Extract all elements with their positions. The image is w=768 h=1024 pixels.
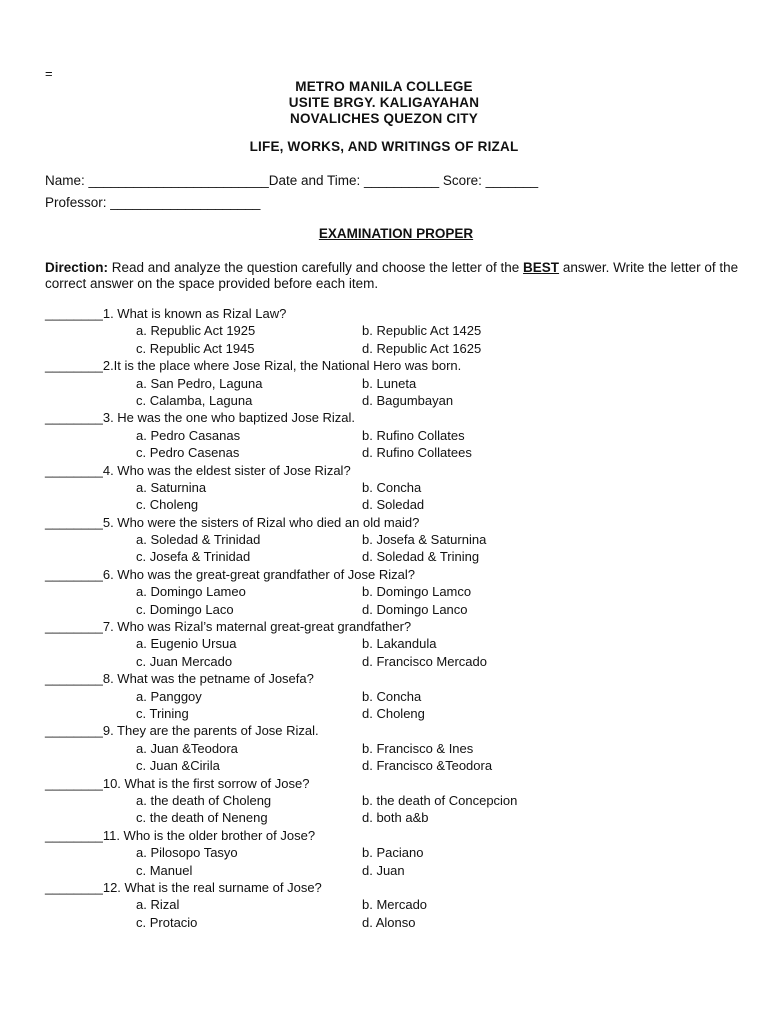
choice-b: b. Josefa & Saturnina [362,532,487,548]
choice-row [45,845,745,862]
choice-row [45,758,745,775]
choice-a: a. Saturnina [136,479,207,495]
question-text: ________4. Who was the eldest sister of Jose Rizal? [45,462,351,478]
choice-d: d. Francisco &Teodora [362,758,493,774]
choice-a: a. Domingo Lameo [136,584,246,600]
choice-row [45,497,745,514]
choice-c: c. Domingo Laco [136,601,234,617]
choice-row [45,897,745,914]
choice-c: c. Choleng [136,497,199,513]
choice-c: c. Juan &Cirila [136,758,220,774]
section-title: EXAMINATION PROPER [318,226,474,241]
direction-best: BEST [523,260,560,275]
choice-a: a. the death of Choleng [136,792,272,808]
question-text: ________10. What is the first sorrow of Jose? [45,775,310,791]
choice-d: d. Republic Act 1625 [362,340,482,356]
choice-row [45,810,745,827]
question-item [45,306,745,358]
choice-d: d. Rufino Collatees [362,445,472,461]
question-text: ________2.It is the place where Jose Rizal, the National Hero was born. [45,358,462,374]
choice-a: a. Pilosopo Tasyo [136,845,238,861]
choice-c: c. the death of Neneng [136,810,268,826]
question-item [45,880,745,932]
choice-a: a. Soledad & Trinidad [136,532,261,548]
choice-row [45,428,745,445]
question-text: ________6. Who was the great-great grandfather of Jose Rizal? [45,566,416,582]
question-item [45,463,745,515]
question-list [45,306,745,932]
question-item [45,515,745,567]
course-title: LIFE, WORKS, AND WRITINGS OF RIZAL [249,139,519,154]
choice-c: c. Protacio [136,914,198,930]
direction-text-after: answer. Write the letter of the correct answer on the space provided before each item. [45,260,739,291]
question-item [45,410,745,462]
choice-a: a. Panggoy [136,688,202,704]
question-item [45,776,745,828]
choice-b: b. the death of Concepcion [362,792,518,808]
choice-b: b. Concha [362,688,422,704]
college-address-line: USITE BRGY. KALIGAYAHAN [288,95,480,110]
choice-row [45,341,745,358]
choice-b: b. Republic Act 1425 [362,323,482,339]
choice-b: b. Rufino Collates [362,427,465,443]
choice-c: c. Trining [136,705,189,721]
choice-a: a. Pedro Casanas [136,427,241,443]
choice-d: d. Domingo Lanco [362,601,468,617]
question-text: ________11. Who is the older brother of Jose? [45,827,316,843]
choice-row [45,741,745,758]
choice-row [45,323,745,340]
choice-c: c. Juan Mercado [136,653,233,669]
choice-d: d. Juan [362,862,405,878]
choice-c: c. Josefa & Trinidad [136,549,251,565]
page-mark: = [45,66,53,81]
choice-b: b. Francisco & Ines [362,740,474,756]
choice-row [45,549,745,566]
choice-b: b. Mercado [362,897,428,913]
choice-row [45,602,745,619]
question-item [45,828,745,880]
choice-row [45,689,745,706]
question-text: ________9. They are the parents of Jose Rizal. [45,723,319,739]
choice-b: b. Lakandula [362,636,437,652]
choice-d: d. Choleng [362,705,425,721]
choice-d: d. Soledad & Trining [362,549,480,565]
choice-row [45,480,745,497]
choice-d: d. Soledad [362,497,425,513]
choice-a: a. San Pedro, Laguna [136,375,263,391]
choice-a: a. Republic Act 1925 [136,323,256,339]
name-date-score-line: Name: ________________________Date and Time: __________ Score: _______ [45,173,539,188]
choice-d: d. Bagumbayan [362,392,454,408]
question-text: ________3. He was the one who baptized Jose Rizal. [45,410,356,426]
direction-label: Direction: [45,260,109,275]
direction-paragraph [45,260,745,291]
choice-c: c. Manuel [136,862,193,878]
question-item [45,723,745,775]
question-text: ________1. What is known as Rizal Law? [45,306,287,321]
choice-d: d. Francisco Mercado [362,653,487,669]
direction-text-before: Read and analyze the question carefully and choose the letter of the [108,260,524,275]
choice-a: a. Eugenio Ursua [136,636,237,652]
choice-row [45,793,745,810]
choice-row [45,706,745,723]
choice-c: c. Republic Act 1945 [136,340,255,356]
professor-line: Professor: ____________________ [45,195,261,210]
choice-d: d. Alonso [362,914,416,930]
choice-c: c. Calamba, Laguna [136,392,253,408]
choice-row [45,654,745,671]
question-item [45,619,745,671]
choice-row [45,393,745,410]
choice-row [45,636,745,653]
question-text: ________12. What is the real surname of Jose? [45,879,322,895]
choice-d: d. both a&b [362,810,429,826]
choice-b: b. Luneta [362,375,417,391]
question-text: ________7. Who was Rizal’s maternal great-great grandfather? [45,619,412,635]
choice-row [45,532,745,549]
question-item [45,567,745,619]
choice-row [45,376,745,393]
choice-row [45,915,745,932]
college-city-line: NOVALICHES QUEZON CITY [290,111,478,126]
choice-b: b. Paciano [362,845,424,861]
choice-b: b. Concha [362,479,422,495]
question-text: ________5. Who were the sisters of Rizal who died an old maid? [45,514,420,530]
choice-a: a. Juan &Teodora [136,740,238,756]
question-text: ________8. What was the petname of Josefa? [45,671,314,687]
question-item [45,671,745,723]
choice-row [45,584,745,601]
question-item [45,358,745,410]
college-name: METRO MANILA COLLEGE [295,79,473,94]
choice-row [45,863,745,880]
choice-b: b. Domingo Lamco [362,584,472,600]
choice-row [45,445,745,462]
choice-a: a. Rizal [136,897,180,913]
choice-c: c. Pedro Casenas [136,445,240,461]
